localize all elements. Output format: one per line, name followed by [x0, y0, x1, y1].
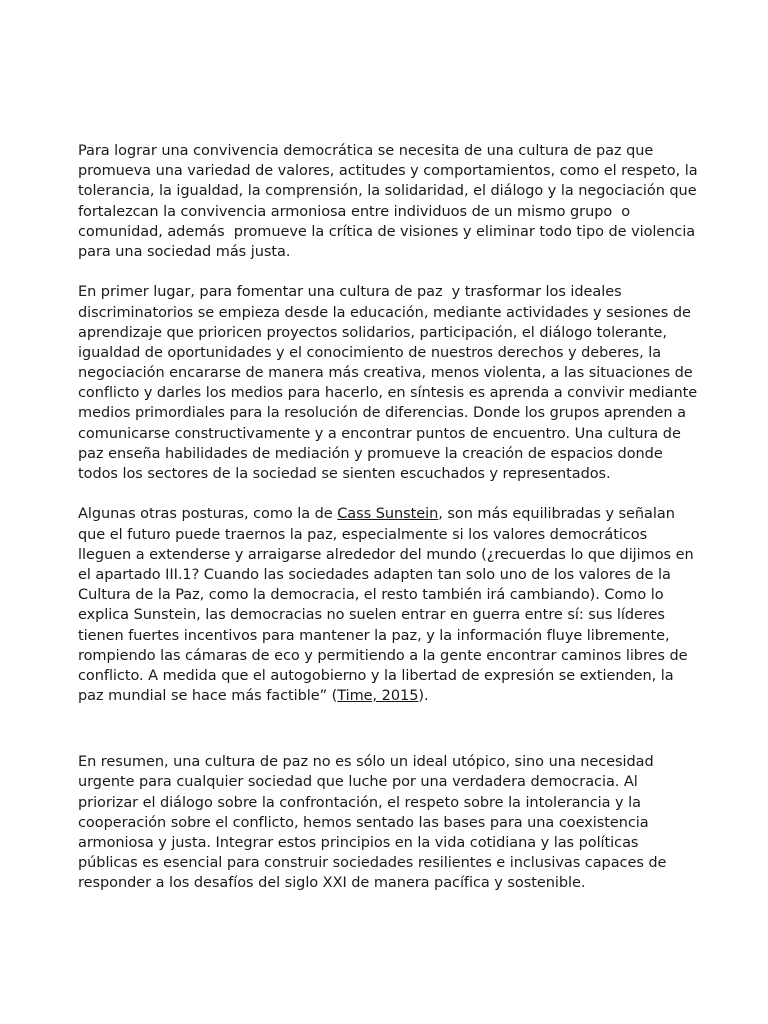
- text-line: paz enseña habilidades de mediación y promueve la creación de espacios donde: [78, 445, 663, 462]
- paragraph-education: [78, 282, 698, 484]
- paragraph-intro: [78, 141, 698, 262]
- text-line: urgente para cualquier sociedad que luche por una verdadera democracia. Al: [78, 774, 638, 791]
- text-line: cooperación sobre el conflicto, hemos sentado las bases para una coexistencia: [78, 814, 649, 831]
- text-line: priorizar el diálogo sobre la confrontación, el respeto sobre la intolerancia y la: [78, 794, 641, 811]
- text-line: En resumen, una cultura de paz no es sólo un ideal utópico, sino una necesidad: [78, 754, 654, 771]
- text-line: tolerancia, la igualdad, la comprensión, la solidaridad, el diálogo y la negociación que: [78, 183, 697, 200]
- text-line: explica Sunstein, las democracias no suelen entrar en guerra entre sí: sus líderes: [78, 607, 665, 624]
- text-line: todos los sectores de la sociedad se sienten escuchados y representados.: [78, 466, 611, 482]
- text-line: En primer lugar, para fomentar una cultura de paz y trasformar los ideales: [78, 284, 622, 301]
- text-line: Cultura de la Paz, como la democracia, el resto también irá cambiando). Como lo: [78, 587, 664, 604]
- text-line: fortalezcan la convivencia armoniosa entre individuos de un mismo grupo o: [78, 203, 631, 220]
- text-line: aprendizaje que prioricen proyectos solidarios, participación, el diálogo tolerante,: [78, 324, 667, 341]
- time-2015-link[interactable]: Time, 2015: [337, 688, 419, 705]
- text-line: para una sociedad más justa.: [78, 243, 291, 260]
- text-line: armoniosa y justa. Integrar estos principios en la vida cotidiana y las políticas: [78, 835, 639, 851]
- text-line: comunicarse constructivamente y a encontrar puntos de encuentro. Una cultura de: [78, 425, 681, 442]
- text-line: responder a los desafíos del siglo XXI de manera pacífica y sostenible.: [78, 875, 586, 892]
- text-line: [78, 686, 690, 706]
- cass-sunstein-link[interactable]: Cass Sunstein: [337, 506, 439, 523]
- text-line: rompiendo las cámaras de eco y permitiendo a la gente encontrar caminos libres de: [78, 647, 688, 664]
- text-line: [78, 504, 690, 524]
- text-line: promueva una variedad de valores, actitudes y comportamientos, como el respeto, la: [78, 163, 698, 180]
- text-line: medios primordiales para la resolución de diferencias. Donde los grupos aprenden a: [78, 405, 686, 422]
- text-line: Para lograr una convivencia democrática se necesita de una cultura de paz que: [78, 143, 654, 159]
- text-line: comunidad, además promueve la crítica de visiones y eliminar todo tipo de violencia: [78, 223, 696, 240]
- document-body: [78, 141, 698, 894]
- text-segment: paz mundial se hace más factible” (: [78, 688, 338, 705]
- text-line: conflicto. A medida que el autogobierno y la libertad de expresión se extienden, la: [78, 667, 674, 684]
- text-line: conflicto y darles los medios para hacerlo, en síntesis es aprenda a convivir mediante: [78, 385, 698, 402]
- text-segment: , son más equilibradas y señalan: [438, 506, 675, 523]
- text-line: tienen fuertes incentivos para mantener la paz, y la información fluye libremente,: [78, 627, 670, 644]
- text-line: el apartado III.1? Cuando las sociedades adapten tan solo uno de los valores de la: [78, 566, 671, 583]
- paragraph-sunstein: [78, 504, 694, 706]
- text-line: públicas es esencial para construir sociedades resilientes e inclusivas capaces de: [78, 855, 667, 872]
- text-line: que el futuro puede traernos la paz, especialmente si los valores democráticos: [78, 526, 648, 543]
- paragraph-conclusion: [78, 752, 690, 893]
- text-segment: Algunas otras posturas, como la de: [78, 506, 338, 523]
- text-segment: ).: [418, 688, 429, 705]
- text-line: lleguen a extenderse y arraigarse alrededor del mundo (¿recuerdas lo que dijimos en: [78, 546, 694, 563]
- text-line: igualdad de oportunidades y el conocimiento de nuestros derechos y deberes, la: [78, 344, 662, 361]
- text-line: discriminatorios se empieza desde la educación, mediante actividades y sesiones de: [78, 304, 691, 321]
- text-line: negociación encararse de manera más creativa, menos violenta, a las situaciones de: [78, 365, 693, 382]
